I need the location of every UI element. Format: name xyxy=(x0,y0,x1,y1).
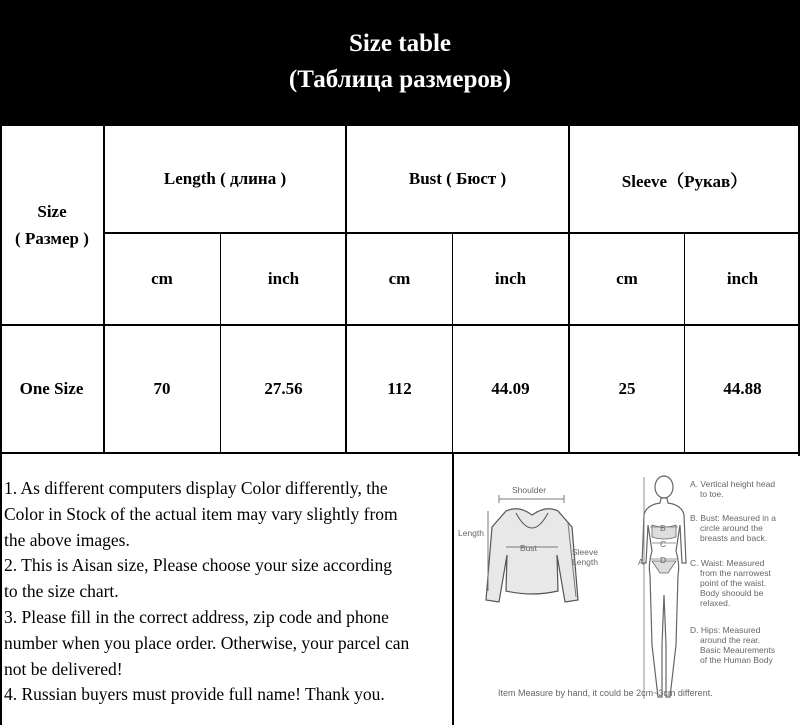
shoulder-label: Shoulder xyxy=(512,485,547,495)
bust-label: Bust xyxy=(520,543,538,553)
marker-b: B xyxy=(660,523,666,533)
legend-line: circle around the xyxy=(700,523,763,533)
header-banner xyxy=(0,0,800,126)
legend-a xyxy=(690,479,775,499)
table-line-bottom xyxy=(0,452,800,454)
bust-group-header: Bust ( Бюст ) xyxy=(408,169,507,188)
sleeve-label-line: Sleeve xyxy=(572,547,598,557)
unit-bust-cm: cm xyxy=(388,269,411,288)
value-bust-cm: 112 xyxy=(387,379,412,398)
value-length-cm: 70 xyxy=(153,379,171,398)
page-subtitle: (Таблица размеров) xyxy=(288,66,512,93)
notes-border-left xyxy=(0,454,2,725)
notes-list xyxy=(4,476,454,708)
size-header-ru: ( Размер ) xyxy=(15,229,89,248)
marker-d: D xyxy=(660,555,667,565)
legend-line: relaxed. xyxy=(700,598,731,608)
measurement-diagram xyxy=(454,455,800,725)
legend-line: Basic Meaurements xyxy=(700,645,776,655)
sleeve-group-header: Sleeve（Рукав） xyxy=(621,171,748,191)
unit-sleeve-inch: inch xyxy=(726,269,759,288)
diagram-footnote: Item Measure by hand, it could be 2cm~3cm different. xyxy=(498,688,713,698)
unit-length-inch: inch xyxy=(267,269,300,288)
legend-line: point of the waist. xyxy=(700,578,767,588)
row-label: One Size xyxy=(19,379,84,398)
note-line: to the size chart. xyxy=(4,581,119,602)
note-line: Color in Stock of the actual item may vary slightly from xyxy=(4,503,398,524)
legend-line: C. Waist: Measured xyxy=(690,558,765,568)
legend-line: Body shoould be xyxy=(700,588,764,598)
size-header xyxy=(0,126,104,324)
marker-c: C xyxy=(660,539,667,549)
legend-line: to toe. xyxy=(700,489,724,499)
legend-d xyxy=(690,625,775,665)
legend-b xyxy=(690,513,776,543)
legend-line: breasts and back. xyxy=(700,533,768,543)
note-line: number when you place order. Otherwise, your parcel can xyxy=(4,632,410,653)
note-line: the above images. xyxy=(4,529,130,550)
value-sleeve-inch: 44.88 xyxy=(723,379,762,398)
value-length-inch: 27.56 xyxy=(264,379,303,398)
unit-length-cm: cm xyxy=(151,269,173,288)
value-sleeve-cm: 25 xyxy=(618,379,636,398)
value-bust-inch: 44.09 xyxy=(491,379,530,398)
legend-line: D. Hips: Measured xyxy=(690,625,761,635)
sleeve-label-line: Length xyxy=(572,557,598,567)
unit-sleeve-cm: cm xyxy=(616,269,638,288)
note-line: 1. As different computers display Color differently, the xyxy=(4,478,388,498)
length-group-header: Length ( длина ) xyxy=(163,169,287,188)
size-header-en: Size xyxy=(37,202,67,221)
page-title: Size table xyxy=(348,30,452,57)
legend-line: A. Vertical height head xyxy=(690,479,776,489)
legend-line: around the rear. xyxy=(700,635,761,645)
legend-line: of the Human Body xyxy=(700,655,773,665)
note-line: 4. Russian buyers must provide full name! Thank you. xyxy=(4,684,385,705)
marker-a: A xyxy=(638,557,644,567)
length-label: Length xyxy=(458,528,484,538)
legend-c xyxy=(690,558,771,608)
legend-line: from the narrowest xyxy=(700,568,771,578)
note-line: 2. This is Aisan size, Please choose your size according xyxy=(4,555,392,576)
sleeve-label xyxy=(572,547,598,567)
note-line: not be delivered! xyxy=(4,658,123,679)
unit-bust-inch: inch xyxy=(494,269,527,288)
note-line: 3. Please fill in the correct address, zip code and phone xyxy=(4,606,389,627)
legend-line: B. Bust: Measured in a xyxy=(690,513,776,523)
